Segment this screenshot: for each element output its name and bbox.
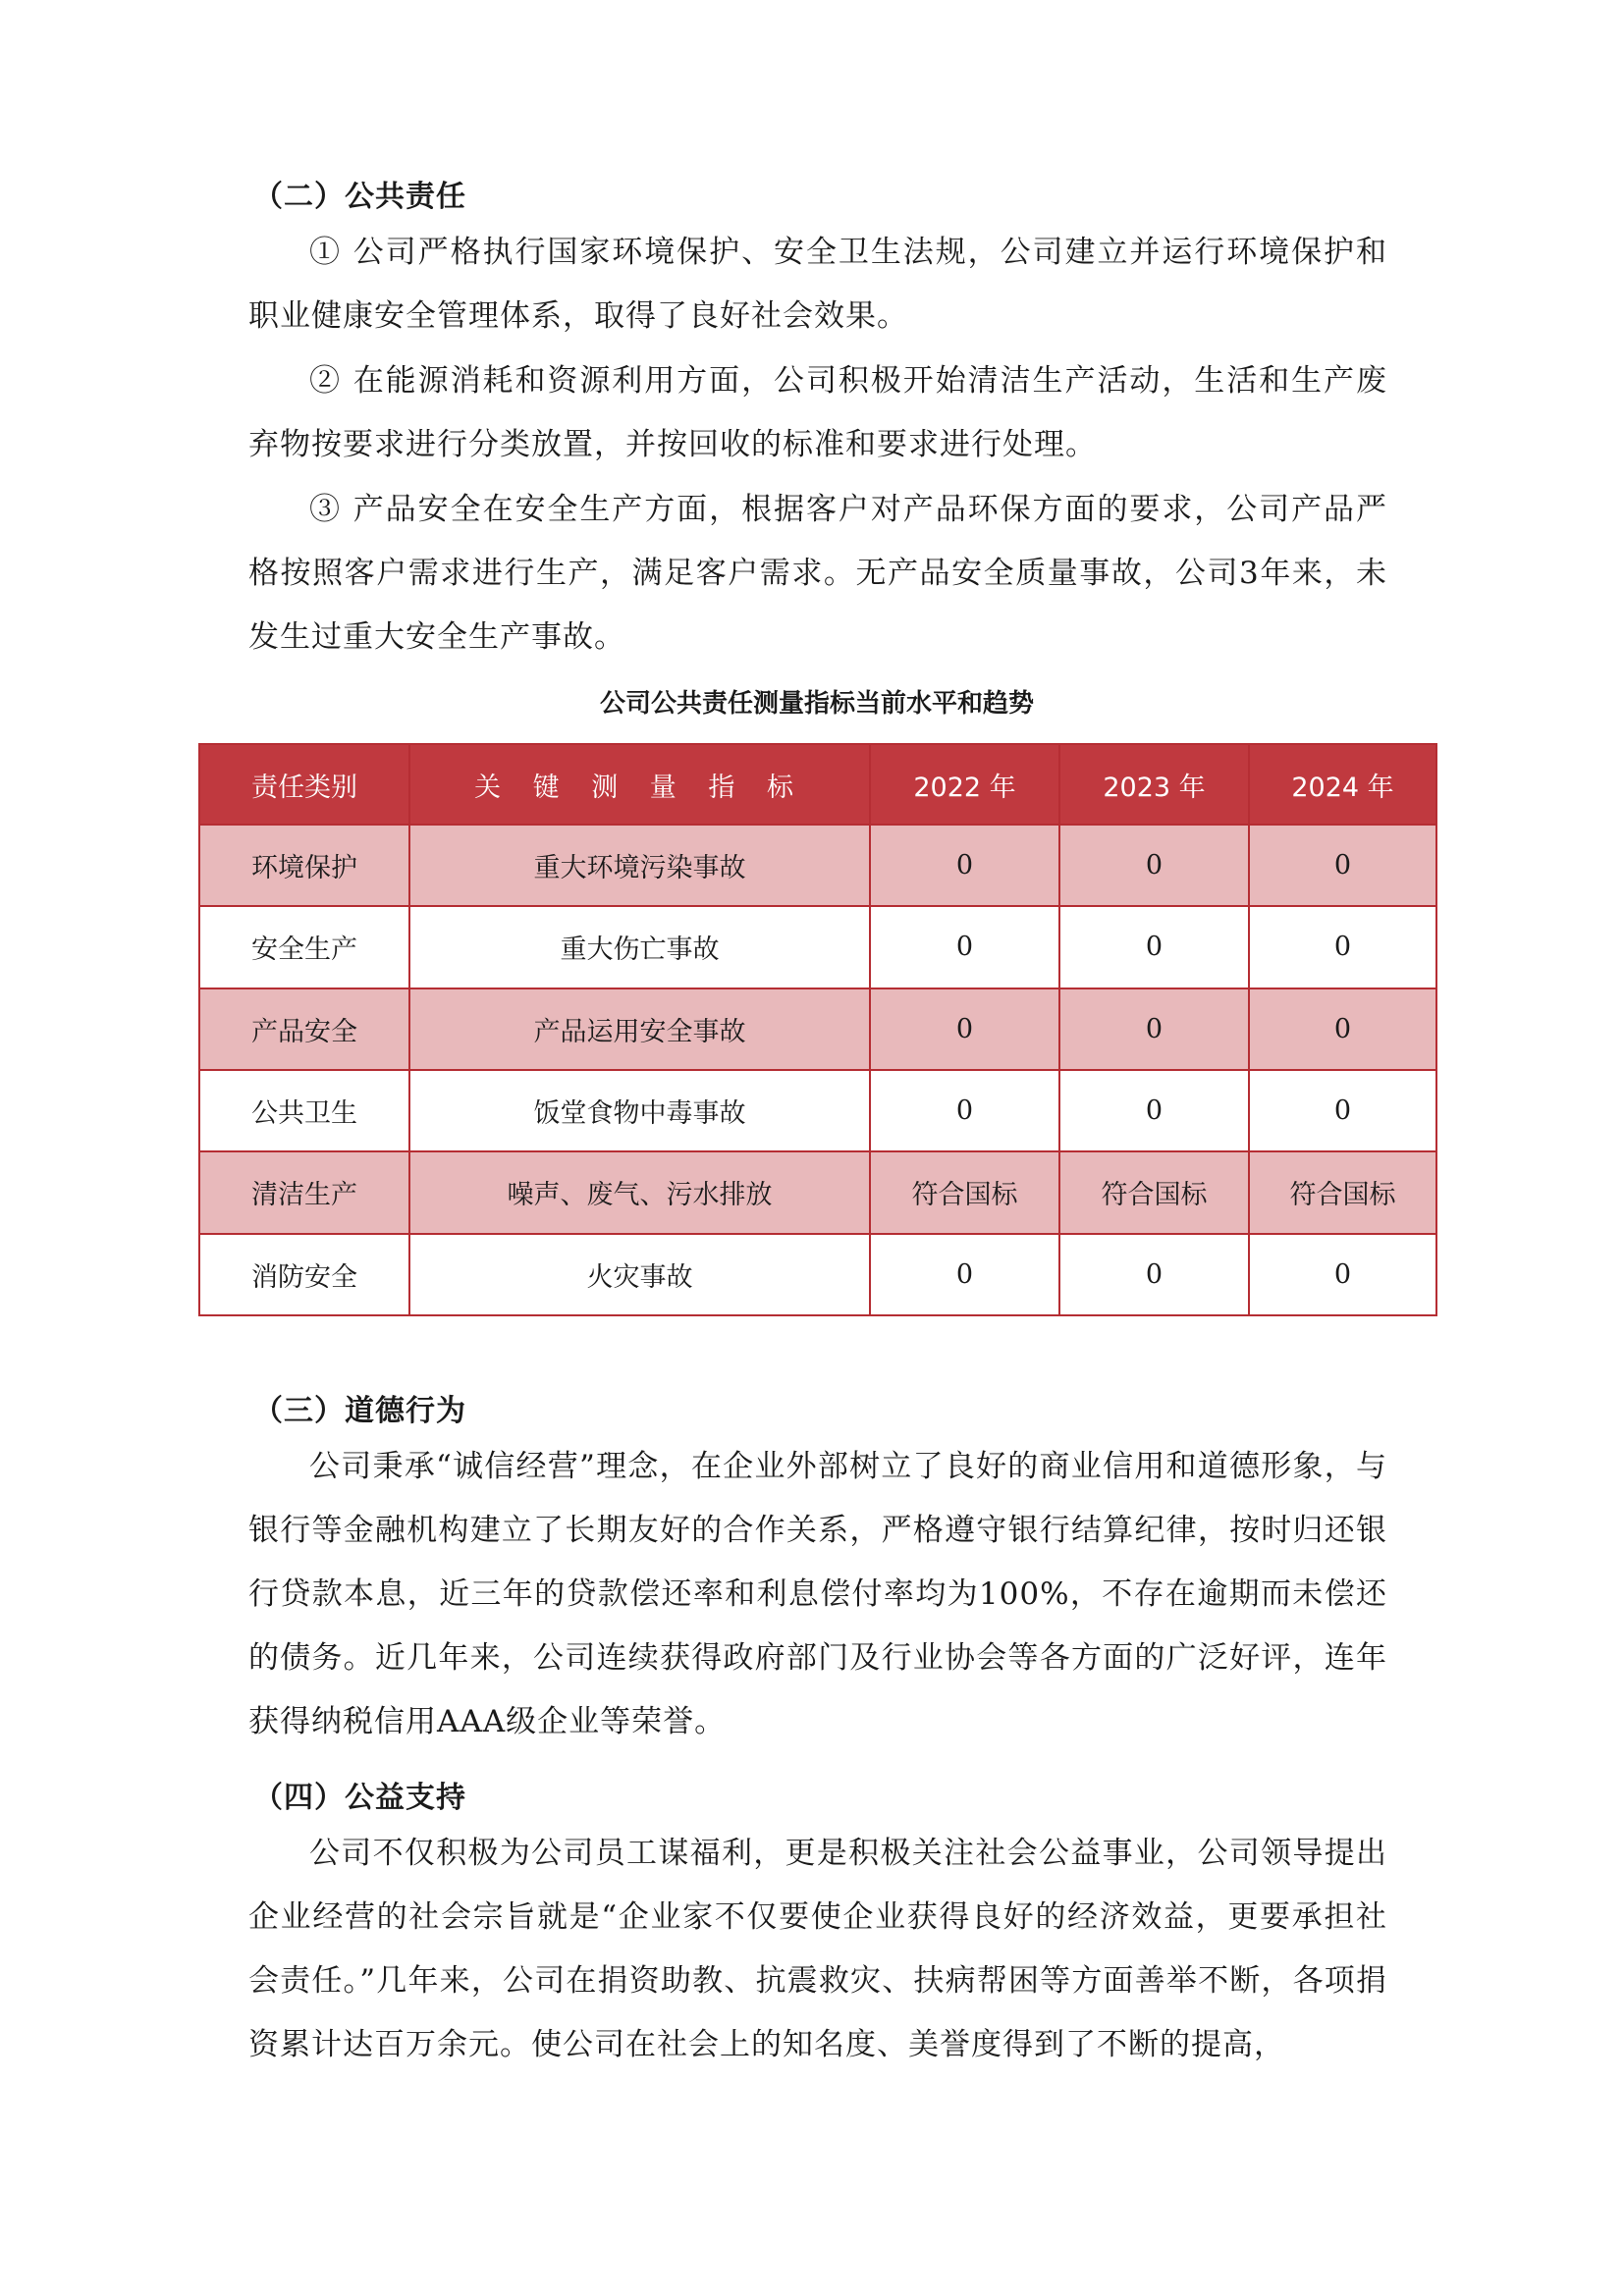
paragraph-energy-resources: ② 在能源消耗和资源利用方面，公司积极开始清洁生产活动，生活和生产废弃物按要求进行分类放置，并按回收的标准和要求进行处理。 xyxy=(248,363,1387,462)
cell-2024: 0 xyxy=(1249,1070,1436,1151)
cell-2024: 0 xyxy=(1249,988,1436,1070)
cell-2024: 0 xyxy=(1249,1234,1436,1315)
table-caption: 公司公共责任测量指标当前水平和趋势 xyxy=(599,689,1034,719)
header-key-metric: 关 键 测 量 指 标 xyxy=(409,744,870,825)
paragraph-product-safety: ③ 产品安全在安全生产方面，根据客户对产品环保方面的要求，公司产品严格按照客户需求进行生产，满足客户需求。无产品安全质量事故，公司3年来，未发生过重大安全生产事故。 xyxy=(248,492,1387,655)
cell-metric: 火灾事故 xyxy=(409,1234,870,1315)
section-heading-public-responsibility: （二）公共责任 xyxy=(253,180,466,214)
cell-2023: 0 xyxy=(1059,1070,1249,1151)
cell-2023: 0 xyxy=(1059,988,1249,1070)
table-row xyxy=(199,1070,1436,1151)
section-heading-public-welfare: （四）公益支持 xyxy=(253,1781,466,1815)
header-year-2023: 2023 年 xyxy=(1059,744,1249,825)
cell-2022: 0 xyxy=(870,825,1059,906)
cell-2024: 0 xyxy=(1249,906,1436,988)
cell-category: 清洁生产 xyxy=(199,1151,409,1233)
cell-2023: 0 xyxy=(1059,906,1249,988)
paragraph-environment-safety: ① 公司严格执行国家环境保护、安全卫生法规，公司建立并运行环境保护和职业健康安全管理体系，取得了良好社会效果。 xyxy=(248,235,1387,334)
paragraph-public-welfare: 公司不仅积极为公司员工谋福利，更是积极关注社会公益事业，公司领导提出企业经营的社会宗旨就是“企业家不仅要使企业获得良好的经济效益，更要承担社会责任。”几年来，公司在捐资助教、抗震救灾、扶病帮困等方面善举不断，各项捐资累计达百万余元。使公司在社会上的知名度、美誉度得到了不断的提高， xyxy=(248,1836,1387,2062)
cell-2024: 0 xyxy=(1249,825,1436,906)
table-row xyxy=(199,988,1436,1070)
header-year-2022: 2022 年 xyxy=(870,744,1059,825)
cell-2023: 0 xyxy=(1059,825,1249,906)
cell-2022: 0 xyxy=(870,906,1059,988)
paragraph-ethical-conduct: 公司秉承“诚信经营”理念，在企业外部树立了良好的商业信用和道德形象，与银行等金融机构建立了长期友好的合作关系，严格遵守银行结算纪律，按时归还银行贷款本息，近三年的贷款偿还率和利息偿付率均为100%，不存在逾期而未偿还的债务。近几年来，公司连续获得政府部门及行业协会等各方面的广泛好评，连年获得纳税信用AAA级企业等荣誉。 xyxy=(248,1449,1387,1739)
table-row xyxy=(199,1151,1436,1233)
cell-category: 消防安全 xyxy=(199,1234,409,1315)
table-header-row xyxy=(199,744,1436,825)
cell-2022: 0 xyxy=(870,1234,1059,1315)
cell-metric: 重大伤亡事故 xyxy=(409,906,870,988)
section-heading-ethical-conduct: （三）道德行为 xyxy=(253,1394,466,1428)
cell-2024: 符合国标 xyxy=(1249,1151,1436,1233)
table-row xyxy=(199,1234,1436,1315)
table-row xyxy=(199,906,1436,988)
cell-metric: 饭堂食物中毒事故 xyxy=(409,1070,870,1151)
cell-2022: 0 xyxy=(870,1070,1059,1151)
table-row xyxy=(199,825,1436,906)
cell-category: 产品安全 xyxy=(199,988,409,1070)
cell-2022: 0 xyxy=(870,988,1059,1070)
cell-metric: 重大环境污染事故 xyxy=(409,825,870,906)
header-year-2024: 2024 年 xyxy=(1249,744,1436,825)
cell-category: 环境保护 xyxy=(199,825,409,906)
cell-2023: 符合国标 xyxy=(1059,1151,1249,1233)
cell-2023: 0 xyxy=(1059,1234,1249,1315)
public-responsibility-table xyxy=(198,743,1437,1316)
cell-metric: 产品运用安全事故 xyxy=(409,988,870,1070)
cell-metric: 噪声、废气、污水排放 xyxy=(409,1151,870,1233)
cell-category: 公共卫生 xyxy=(199,1070,409,1151)
cell-2022: 符合国标 xyxy=(870,1151,1059,1233)
cell-category: 安全生产 xyxy=(199,906,409,988)
header-category: 责任类别 xyxy=(199,744,409,825)
